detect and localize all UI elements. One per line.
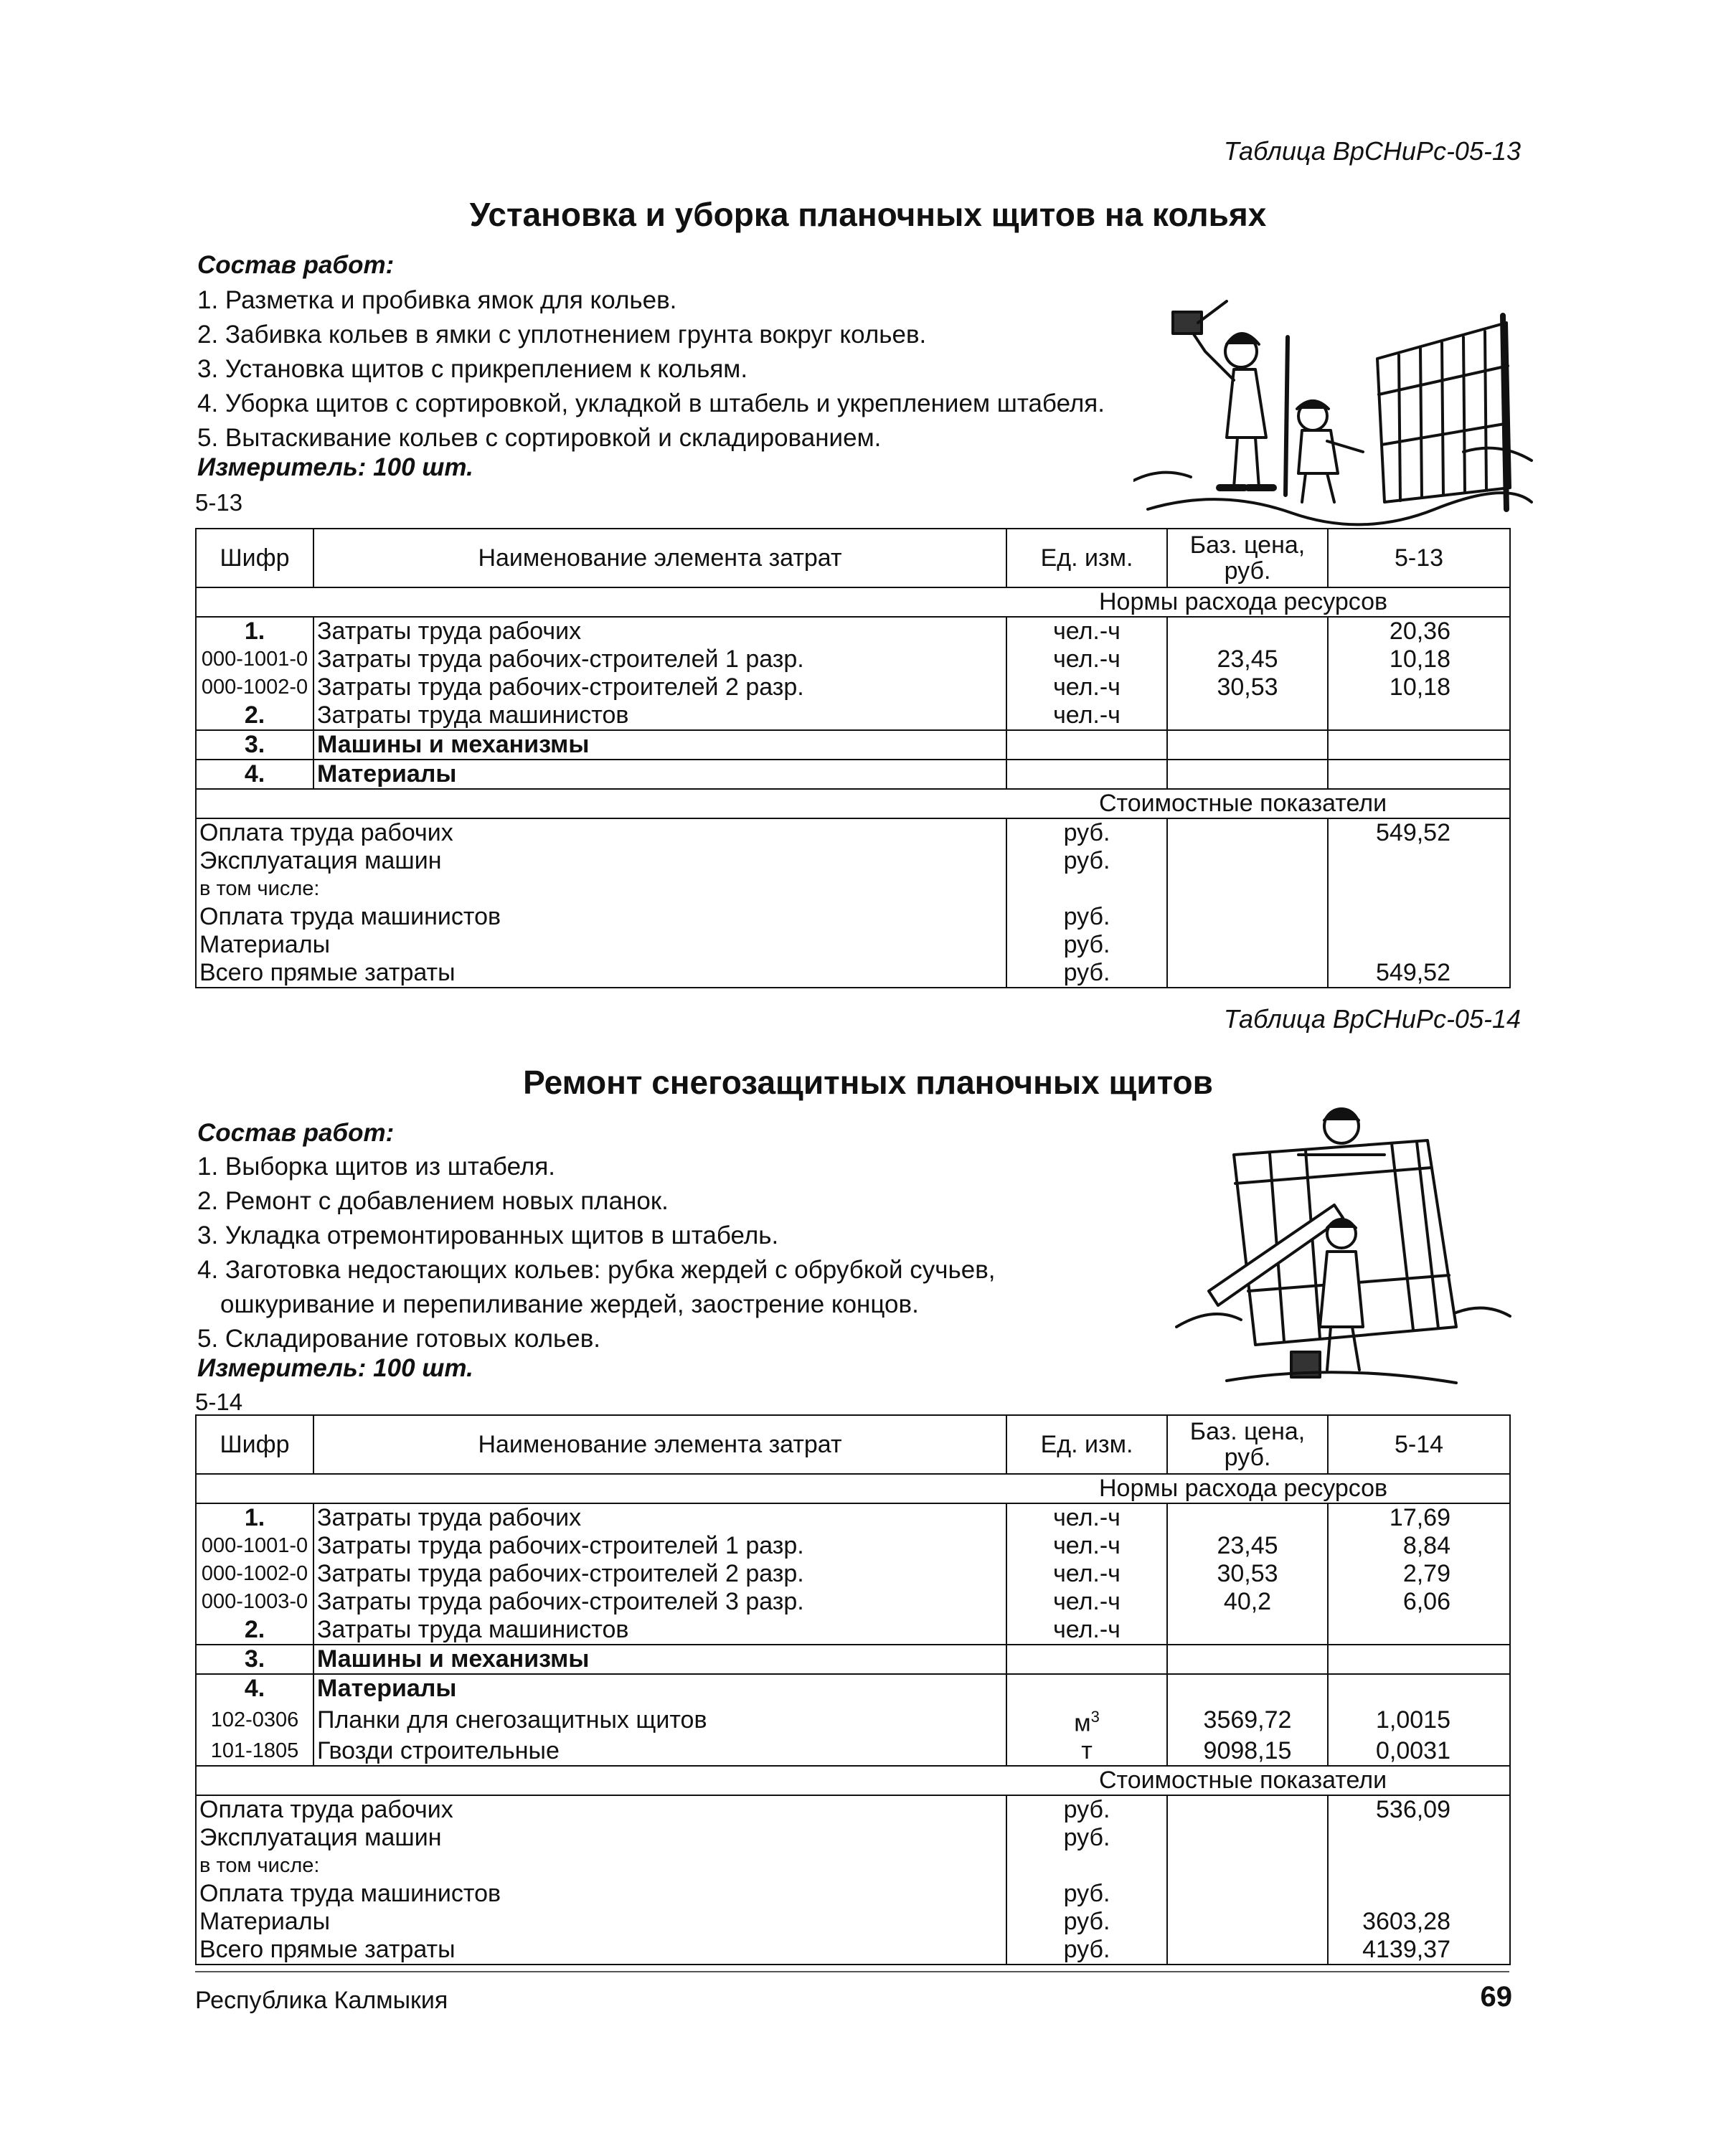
resource-norms-table: [195, 528, 1511, 988]
table-row: 000-1001-0 Затраты труда рабочих-строителей 1 разр. чел.-ч 23,45 10,18: [196, 646, 1510, 673]
section-title: Ремонт снегозащитных планочных щитов: [523, 1064, 1213, 1101]
header-code: Шифр: [196, 1415, 313, 1474]
section-title: Установка и уборка планочных щитов на кольях: [469, 196, 1267, 233]
table-row: 102-0306 Планки для снегозащитных щитов $м^3$ 3569,72 1,0015: [196, 1703, 1510, 1737]
norm-code: 5-14: [195, 1389, 243, 1415]
cost-row: Материалы руб. 3603,28: [196, 1908, 1510, 1936]
work-step: 5. Вытаскивание кольев с сортировкой и складированием.: [197, 424, 882, 452]
cost-row: Оплата труда рабочих руб. 536,09: [196, 1795, 1510, 1824]
footer-region: Республика Калмыкия: [195, 1987, 448, 2014]
cost-section-row: [196, 789, 1510, 818]
work-step: 3. Установка щитов с прикреплением к кольям.: [197, 355, 748, 383]
cost-row: Материалы руб.: [196, 931, 1510, 959]
header-code: Шифр: [196, 529, 313, 587]
header-norm-code: 5-13: [1328, 529, 1510, 587]
unit-cell: $м^3$: [1006, 1703, 1167, 1737]
work-composition-label: Состав работ:: [197, 1119, 395, 1147]
workers-repairing-shield-illustration: [1155, 1097, 1514, 1399]
header-unit: Ед. изм.: [1006, 529, 1167, 587]
table-row: 4. Материалы: [196, 1674, 1510, 1703]
table-header-row: [196, 529, 1510, 587]
header-base-price: Баз. цена, руб.: [1167, 1415, 1328, 1474]
table-row: 101-1805 Гвозди строительные т 9098,15 0,0031: [196, 1737, 1510, 1766]
table-row: 1. Затраты труда рабочих чел.-ч 17,69: [196, 1503, 1510, 1532]
table-header-row: [196, 1415, 1510, 1474]
cost-row: Оплата труда машинистов руб.: [196, 903, 1510, 931]
workers-installing-fence-illustration: [1133, 273, 1535, 531]
header-name: Наименование элемента затрат: [313, 1415, 1006, 1474]
work-step: 4. Заготовка недостающих кольев: рубка жердей с обрубкой сучьев,: [197, 1256, 996, 1284]
footer-divider: [195, 1971, 1509, 1972]
norms-label: Нормы расхода ресурсов: [196, 587, 1510, 617]
work-step: 4. Уборка щитов с сортировкой, укладкой в штабель и укреплением штабеля.: [197, 389, 1105, 417]
table-label: Таблица ВрСНиРс-05-14: [1223, 1004, 1521, 1034]
header-name: Наименование элемента затрат: [313, 529, 1006, 587]
work-composition-label: Состав работ:: [197, 251, 395, 279]
table-row: 3. Машины и механизмы: [196, 730, 1510, 760]
cost-row: в том числе:: [196, 1852, 1510, 1880]
table-label: Таблица ВрСНиРс-05-13: [1223, 136, 1521, 166]
work-steps-list: [197, 1150, 996, 1356]
cost-label: Стоимостные показатели: [196, 789, 1510, 818]
norms-section-row: [196, 1474, 1510, 1503]
page-number: 69: [1480, 1981, 1512, 2013]
table-row: 3. Машины и механизмы: [196, 1645, 1510, 1674]
work-step: 5. Складирование готовых кольев.: [197, 1325, 601, 1353]
table-row: 000-1002-0 Затраты труда рабочих-строителей 2 разр. чел.-ч 30,53 10,18: [196, 673, 1510, 701]
work-step: 2. Ремонт с добавлением новых планок.: [197, 1187, 669, 1215]
cost-row: Оплата труда машинистов руб.: [196, 1880, 1510, 1908]
measure-unit: Измеритель: 100 шт.: [197, 1354, 473, 1382]
work-step: 3. Укладка отремонтированных щитов в штабель.: [197, 1221, 779, 1249]
table-row: 2. Затраты труда машинистов чел.-ч: [196, 1616, 1510, 1645]
norm-code: 5-13: [195, 489, 243, 516]
cost-row: Эксплуатация машин руб.: [196, 1824, 1510, 1852]
cost-row: Эксплуатация машин руб.: [196, 847, 1510, 875]
norms-label: Нормы расхода ресурсов: [196, 1474, 1510, 1503]
cost-label: Стоимостные показатели: [196, 1766, 1510, 1795]
table-row: 000-1001-0 Затраты труда рабочих-строителей 1 разр. чел.-ч 23,45 8,84: [196, 1532, 1510, 1560]
resource-norms-table: [195, 1414, 1511, 1965]
header-unit: Ед. изм.: [1006, 1415, 1167, 1474]
header-base-price: Баз. цена, руб.: [1167, 529, 1328, 587]
measure-unit: Измеритель: 100 шт.: [197, 453, 473, 481]
work-step: 1. Выборка щитов из штабеля.: [197, 1153, 555, 1181]
table-row: 000-1002-0 Затраты труда рабочих-строителей 2 разр. чел.-ч 30,53 2,79: [196, 1560, 1510, 1588]
table-row: 2. Затраты труда машинистов чел.-ч: [196, 701, 1510, 730]
header-norm-code: 5-14: [1328, 1415, 1510, 1474]
work-step: ошкуривание и перепиливание жердей, заострение концов.: [220, 1290, 919, 1318]
table-row: 1. Затраты труда рабочих чел.-ч 20,36: [196, 617, 1510, 646]
work-steps-list: [197, 283, 1105, 455]
cost-row: Всего прямые затраты руб. 4139,37: [196, 1936, 1510, 1965]
cost-row: Всего прямые затраты руб. 549,52: [196, 959, 1510, 988]
cost-section-row: [196, 1766, 1510, 1795]
table-row: 000-1003-0 Затраты труда рабочих-строителей 3 разр. чел.-ч 40,2 6,06: [196, 1588, 1510, 1616]
work-step: 1. Разметка и пробивка ямок для кольев.: [197, 286, 677, 314]
cost-row: Оплата труда рабочих руб. 549,52: [196, 818, 1510, 847]
work-step: 2. Забивка кольев в ямки с уплотнением грунта вокруг кольев.: [197, 321, 927, 349]
norms-section-row: [196, 587, 1510, 617]
table-row: 4. Материалы: [196, 760, 1510, 789]
cost-row: в том числе:: [196, 875, 1510, 903]
